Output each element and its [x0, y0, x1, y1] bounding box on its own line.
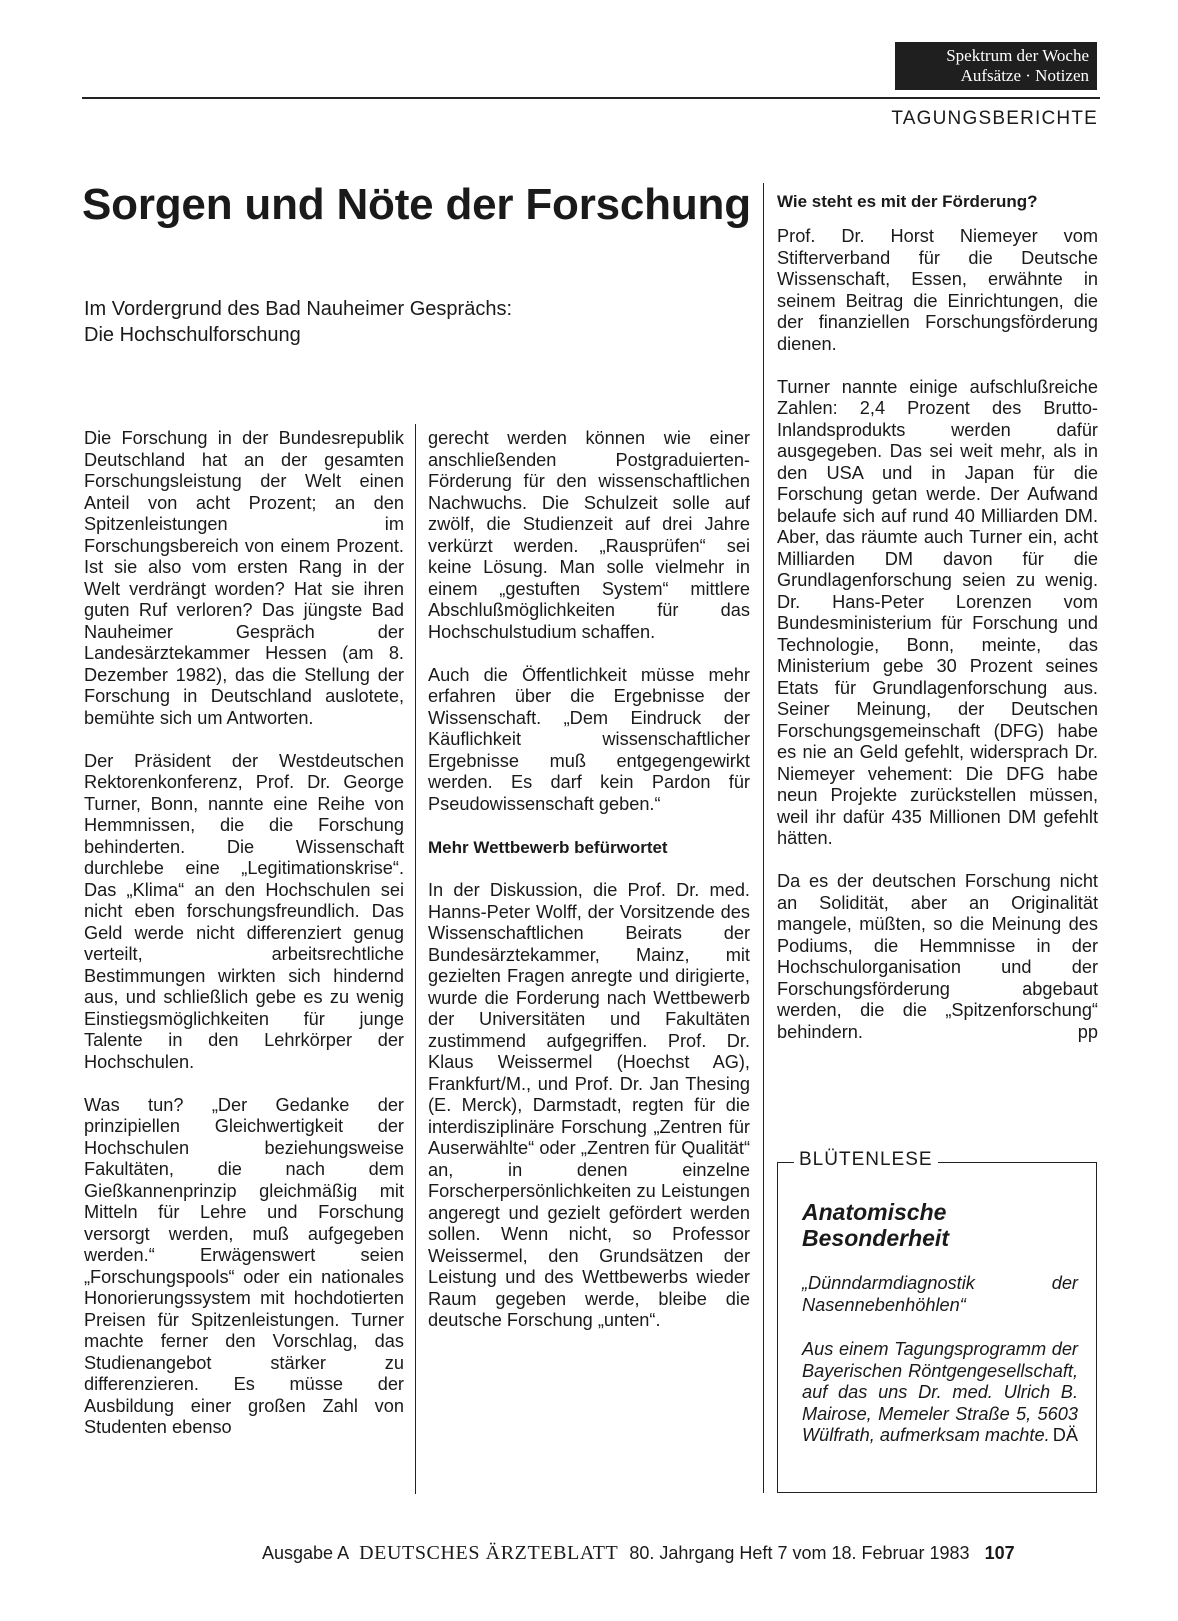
footer-edition: Ausgabe A — [262, 1543, 349, 1563]
paragraph: Prof. Dr. Horst Niemeyer vom Stifterverband für die Deutsche Wissenschaft, Essen, erwähnte in seinem Beitrag die Einrichtungen, die der finanziellen Forschungsförderung dienen. — [777, 226, 1098, 354]
paragraph: Was tun? „Der Gedanke der prinzipiellen Gleichwertigkeit der Hochschulen beziehungsweise Fakultäten, die nach dem Gießkannenprinzip gleichmäßig mit Mitteln für Lehre und Forschung versorgt werden, muß aufgegeben werden.“ Erwägenswert seien „Forschungspools“ oder ein nationales Honorierungssystem mit hochdotierten Preisen für Spitzenleistungen. Turner machte ferner den Vorschlag, das Studienangebot stärker zu differenzieren. Es müsse der Ausbildung einer großen Zahl von Studenten ebenso — [84, 1094, 404, 1437]
article-column-2 — [428, 428, 750, 1353]
box-title — [802, 1199, 949, 1251]
section-heading: Wie steht es mit der Förderung? — [777, 192, 1038, 211]
paragraph: Die Forschung in der Bundesrepublik Deutschland hat an der gesamten Forschungsleistung der Welt einen Anteil von acht Prozent; an den Spitzenleistungen im Forschungsbereich von einem Prozent. Ist sie also vom ersten Rang in der Welt verdrängt worden? Hat sie ihren guten Ruf verloren? Das jüngste Bad Nauheimer Gespräch der Landesärztekammer Hessen (am 8. Dezember 1982), das die Stellung der Forschung in Deutschland auslotete, bemühte sich um Antworten. — [84, 428, 404, 728]
rubric: TAGUNGSBERICHTE — [891, 108, 1098, 129]
page-footer — [262, 1542, 1015, 1565]
subtitle-line1: Im Vordergrund des Bad Nauheimer Gesprächs: — [84, 298, 512, 320]
box-signature: DÄ — [1052, 1425, 1078, 1445]
paragraph: Der Präsident der Westdeutschen Rektorenkonferenz, Prof. Dr. George Turner, Bonn, nannte eine Reihe von Hemmnissen, die die Forschung behinderten. Die Wissenschaft durchlebe eine „Legitimationskrise“. Das „Klima“ an den Hochschulen sei nicht eben forschungsfreundlich. Das Geld werde nicht differenziert genug verteilt, arbeitsrechtliche Bestimmungen wirkten sich hindernd aus, und schließlich gebe es zu wenig Einstiegsmöglichkeiten für junge Talente in den Lehrkörper der Hochschulen. — [84, 750, 404, 1072]
section-label-line1: Spektrum der Woche — [946, 46, 1089, 65]
section-heading: Mehr Wettbewerb befürwortet — [428, 837, 668, 857]
paragraph: Turner nannte einige aufschlußreiche Zahlen: 2,4 Prozent des Brutto-Inlandsprodukts werden dafür ausgegeben. Das sei weit mehr, als in den USA und in Japan für die Forschung getan werde. Der Aufwand belaufe sich auf rund 40 Milliarden DM. Aber, das räumte auch Turner ein, acht Milliarden DM davon für die Grundlagenforschung seien zu wenig. Dr. Hans-Peter Lorenzen vom Bundesministerium für Forschung und Technologie, Bonn, meinte, das Ministerium gebe 30 Prozent seines Etats für Grundlagenforschung aus. Seiner Meinung, der Deutschen Forschungsgemeinschaft (DFG) habe es nie an Geld gefehlt, widersprach Dr. Niemeyer vehement: Die DFG habe neun Projekte zurückstellen müssen, weil ihr dafür 435 Millionen DM gefehlt hätten. — [777, 376, 1098, 848]
article-title: Sorgen und Nöte der Forschung — [82, 180, 751, 229]
bluetenlese-box — [777, 1149, 1097, 1493]
paragraph — [777, 871, 1098, 1043]
article-column-1 — [84, 428, 404, 1460]
box-quote: „Dünndarmdiagnostik der Nasennebenhöhlen“ — [802, 1273, 1078, 1315]
author-signature: pp — [1077, 1021, 1098, 1042]
paragraph: gerecht werden können wie einer anschließenden Postgraduierten-Förderung für den wissenschaftlichen Nachwuchs. Die Schulzeit solle auf zwölf, die Studienzeit auf drei Jahre verkürzt werden. „Rausprüfen“ sei keine Lösung. Man solle vielmehr in einem „gestuften System“ mittlere Abschlußmöglichkeiten für das Hochschulstudium schaffen. — [428, 428, 750, 642]
section-label — [895, 42, 1097, 90]
paragraph-text: Da es der deutschen Forschung nicht an Solidität, aber an Originalität mangele, müßten, so die Meinung des Podiums, die Hemmnisse in der Hochschulorganisation und der Forschungsförderung abgebaut werden, die die „Spitzenforschung“ behindern. — [777, 871, 1098, 1042]
section-label-line2: Aufsätze · Notizen — [960, 66, 1089, 85]
paragraph: In der Diskussion, die Prof. Dr. med. Hanns-Peter Wolff, der Vorsitzende des Wissenschaftlichen Beirats der Bundesärztekammer, Mainz, mit gezielten Fragen anregte und dirigierte, wurde die Forderung nach Wettbewerb der Universitäten und Fakultäten zustimmend aufgegriffen. Prof. Dr. Klaus Weissermel (Hoechst AG), Frankfurt/M., und Prof. Dr. Jan Thesing (E. Merck), Darmstadt, regten für die interdisziplinäre Forschung „Zentren für Auserwählte“ oder „Zentren für Qualität“ an, in denen einzelne Forscherpersönlichkeiten zu Leistungen angeregt und gezielt gefördert werden sollen. Wenn nicht, so Professor Weissermel, den Grundsätzen der Leistung und des Wettbewerbs wieder Raum gegeben werde, bleibe die deutsche Forschung „unten“. — [428, 880, 750, 1330]
footer-issue: 80. Jahrgang Heft 7 vom 18. Februar 1983 — [629, 1543, 970, 1563]
box-body-text: Aus einem Tagungsprogramm der Bayerischen Röntgengesellschaft, auf das uns Dr. med. Ulrich B. Mairose, Memeler Straße 5, 5603 Wülfrath, aufmerksam machte. — [802, 1339, 1078, 1445]
subtitle-line2: Die Hochschulforschung — [84, 324, 301, 346]
column-divider-1 — [415, 424, 416, 1494]
header-rule — [82, 97, 1100, 99]
page-number: 107 — [984, 1543, 1015, 1563]
box-title-line2: Besonderheit — [802, 1225, 949, 1251]
article-column-3 — [777, 226, 1098, 1065]
box-title-line1: Anatomische — [802, 1199, 947, 1225]
paragraph: Auch die Öffentlichkeit müsse mehr erfahren über die Ergebnisse der Wissenschaft. „Dem Eindruck der Käuflichkeit wissenschaftlicher Ergebnisse muß entgegengewirkt werden. Es darf kein Pardon für Pseudowissenschaft geben.“ — [428, 664, 750, 814]
article-subtitle — [84, 296, 644, 348]
box-label: BLÜTENLESE — [794, 1149, 938, 1171]
column-divider-2 — [763, 183, 764, 1493]
footer-magazine: DEUTSCHES ÄRZTEBLATT — [359, 1542, 619, 1564]
box-body — [802, 1339, 1078, 1447]
